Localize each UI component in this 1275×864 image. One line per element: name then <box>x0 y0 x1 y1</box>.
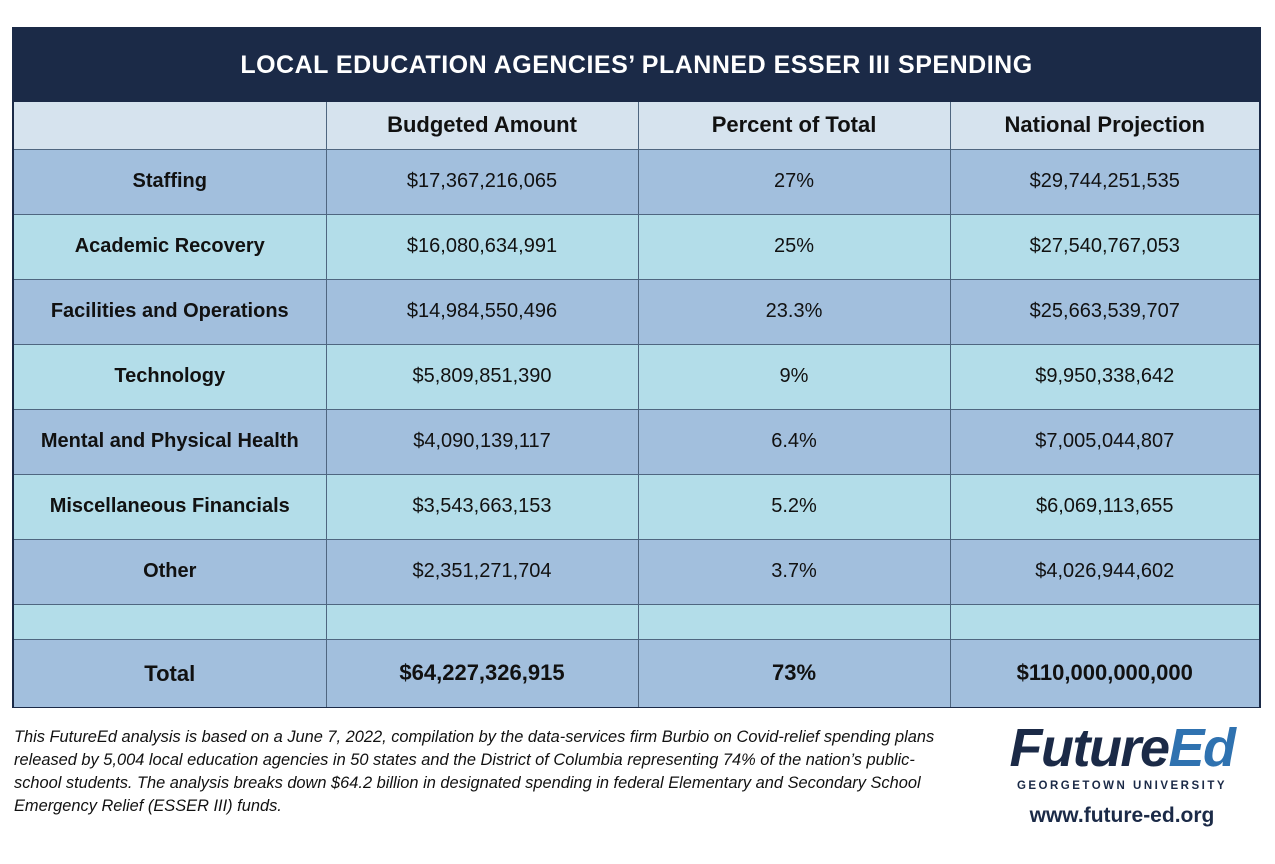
total-budgeted-cell: $64,227,326,915 <box>326 639 638 707</box>
category-cell: Facilities and Operations <box>14 279 326 344</box>
empty-cell <box>638 604 950 639</box>
category-cell: Academic Recovery <box>14 214 326 279</box>
total-percent-cell: 73% <box>638 639 950 707</box>
table-title: LOCAL EDUCATION AGENCIES’ PLANNED ESSER III SPENDING <box>14 29 1259 102</box>
logo-word-future: Future <box>1009 718 1169 778</box>
category-cell: Miscellaneous Financials <box>14 474 326 539</box>
projection-cell: $9,950,338,642 <box>950 344 1259 409</box>
header-cell-budgeted: Budgeted Amount <box>326 102 638 149</box>
header-row <box>14 102 1259 149</box>
spacer-row <box>14 604 1259 639</box>
table-row <box>14 474 1259 539</box>
projection-cell: $27,540,767,053 <box>950 214 1259 279</box>
table-row <box>14 149 1259 214</box>
table-row <box>14 279 1259 344</box>
budgeted-cell: $14,984,550,496 <box>326 279 638 344</box>
total-row <box>14 639 1259 707</box>
budgeted-cell: $16,080,634,991 <box>326 214 638 279</box>
category-cell: Mental and Physical Health <box>14 409 326 474</box>
budgeted-cell: $2,351,271,704 <box>326 539 638 604</box>
empty-cell <box>950 604 1259 639</box>
percent-cell: 27% <box>638 149 950 214</box>
header-cell-category <box>14 102 326 149</box>
budgeted-cell: $4,090,139,117 <box>326 409 638 474</box>
percent-cell: 6.4% <box>638 409 950 474</box>
table-row <box>14 214 1259 279</box>
logo-word-ed: Ed <box>1168 718 1235 778</box>
percent-cell: 9% <box>638 344 950 409</box>
header-cell-percent: Percent of Total <box>638 102 950 149</box>
percent-cell: 23.3% <box>638 279 950 344</box>
table-row <box>14 539 1259 604</box>
source-footnote: This FutureEd analysis is based on a June 7, 2022, compilation by the data-services firm Burbio on Covid-relief spending plans released by 5,004 local education agencies in 50 states and the District of Columbia representing 74% of the nation’s public-school students. The analysis breaks down $64.2 billion in designated spending in federal Elementary and Secondary School Emergency Relief (ESSER III) funds. <box>14 728 935 815</box>
futureed-logo <box>988 720 1256 840</box>
table-row <box>14 344 1259 409</box>
logo-wordmark <box>988 720 1256 776</box>
spending-table-frame <box>12 27 1261 708</box>
total-projection-cell: $110,000,000,000 <box>950 639 1259 707</box>
logo-subtitle: GEORGETOWN UNIVERSITY <box>1016 780 1228 792</box>
spending-table <box>14 102 1259 707</box>
category-cell: Staffing <box>14 149 326 214</box>
header-cell-projection: National Projection <box>950 102 1259 149</box>
category-cell: Other <box>14 539 326 604</box>
budgeted-cell: $3,543,663,153 <box>326 474 638 539</box>
projection-cell: $29,744,251,535 <box>950 149 1259 214</box>
budgeted-cell: $17,367,216,065 <box>326 149 638 214</box>
percent-cell: 3.7% <box>638 539 950 604</box>
empty-cell <box>14 604 326 639</box>
budgeted-cell: $5,809,851,390 <box>326 344 638 409</box>
website-link[interactable]: www.future-ed.org <box>1029 804 1215 827</box>
table-row <box>14 409 1259 474</box>
total-label-cell: Total <box>14 639 326 707</box>
percent-cell: 5.2% <box>638 474 950 539</box>
category-cell: Technology <box>14 344 326 409</box>
percent-cell: 25% <box>638 214 950 279</box>
projection-cell: $7,005,044,807 <box>950 409 1259 474</box>
projection-cell: $25,663,539,707 <box>950 279 1259 344</box>
projection-cell: $4,026,944,602 <box>950 539 1259 604</box>
empty-cell <box>326 604 638 639</box>
projection-cell: $6,069,113,655 <box>950 474 1259 539</box>
